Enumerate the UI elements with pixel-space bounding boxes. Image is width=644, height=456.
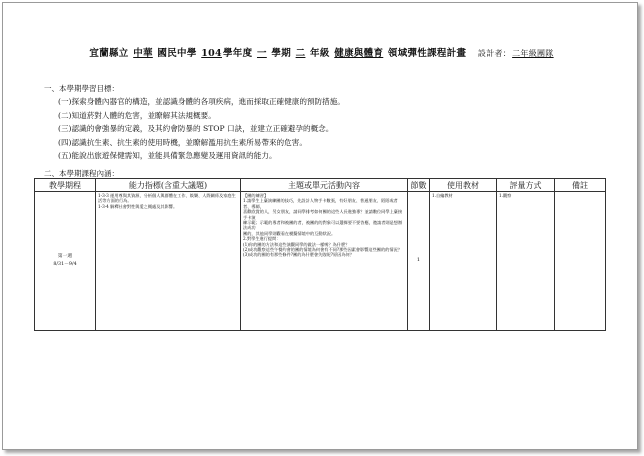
activity-line: 2.對學生進行提問： — [243, 236, 281, 242]
designer — [478, 49, 555, 58]
week-cell — [35, 192, 96, 331]
header-notes: 備註 — [555, 179, 606, 192]
indicator-item: 1-3-3 運用尊與其資源，分析個人與群體在工作、娛樂、人際關係及家庭生活等方面的行為。 — [98, 193, 236, 204]
title-county: 宜蘭縣立 — [89, 48, 129, 59]
activities-cell — [241, 192, 408, 331]
assessment-cell: 1.觀察 — [497, 192, 555, 331]
notes-cell — [555, 192, 606, 331]
week-label: 第一週 — [57, 254, 73, 259]
designer-name: 二年級團隊 — [512, 49, 554, 58]
goal-item: (二)知道菸對人體的危害，並瞭解其法規概要。 — [58, 110, 216, 120]
title-year: 104 — [201, 48, 222, 59]
title-semester-suffix: 學期 — [271, 48, 292, 59]
title-school-type: 國民中學 — [157, 48, 197, 59]
table-header-row — [35, 179, 606, 192]
goals-list — [58, 95, 345, 163]
goal-item: (三)認識的會強暴的定義，及其約會防暴的 STOP 口訣，並建立正確避孕的概念。 — [58, 124, 334, 133]
activity-line: (3)成功的團的有那些條件?團的為什麼會失敗呢?原因為何？ — [243, 252, 354, 258]
header-indicators: 能力指標(含重大議題) — [96, 179, 241, 192]
section2-heading: 二、本學期課程內涵： — [44, 169, 119, 178]
section1-heading: 一、本學期學習目標： — [44, 84, 119, 93]
header-materials: 使用教材 — [430, 179, 497, 192]
header-sessions: 節數 — [408, 179, 430, 192]
title-school-name: 中華 — [133, 48, 153, 59]
table-row — [35, 192, 606, 331]
designer-label: 設計者： — [477, 49, 512, 58]
sessions-cell: 1 — [408, 192, 430, 331]
activity-line: 【團的練習】 — [243, 193, 269, 198]
title-semester: 一 — [256, 48, 267, 59]
header-assessment: 評量方式 — [497, 179, 555, 192]
indicator-item: 1-3-4 解釋社會對性與愛之概處及其影響。 — [98, 203, 178, 209]
goal-item: (一)探索身體內器官的構造，並認識身體的各項疾病，進而採取正確健康的預防措施。 — [58, 97, 345, 106]
activity-line: 1.請學生上臺演練團的技巧，先設計人物手卡數張，有好朋友、普通朋友、陌陌或者者、導師， — [243, 198, 398, 209]
activity-line: (2)成功觀察這些午餐約會的團的情境為何會有不同?那些因素會影響這些團的的情況？ — [243, 247, 402, 253]
title-grade-suffix: 年級 — [310, 48, 330, 59]
title-domain: 健康與體育 — [334, 48, 384, 59]
materials-cell: 1.自編教材 — [430, 192, 497, 331]
activity-line: 喜歡欣賞的人，另女朋友，請同學排考如何團的這些人長進強專？並請數位同學上臺接手卡演 — [243, 209, 403, 220]
page-title — [0, 45, 644, 59]
activity-line: 練示範；示範的專者和被團的者，被團的的對象可以選擇要不要答應，邀請者則是想辦法成功 — [243, 220, 403, 231]
week-dates: 8/31－9/4 — [53, 262, 77, 267]
title-plan-name: 領域彈性課程計畫 — [387, 48, 467, 59]
title-year-suffix: 學年度 — [222, 48, 253, 59]
header-schedule: 教學期程 — [35, 179, 96, 192]
goal-item: (五)能說出旅遊保健需知，並能具備緊急應變及運用資訊的能力。 — [58, 151, 277, 160]
activity-line: (1)你的團的方法和這些演觀同學的做法一樣嗎？為什麼？ — [243, 241, 350, 247]
activity-line: 團的，其他同學則觀看在模擬情境中的互動狀況。 — [243, 230, 336, 236]
course-table — [34, 178, 606, 331]
indicators-cell — [96, 192, 241, 331]
goal-item: (四)認識抗生素、抗生素的使用時機，並瞭解濫用抗生素所易帶來的危害。 — [58, 137, 307, 147]
title-grade: 二 — [295, 48, 306, 59]
header-activities: 主題或單元活動內容 — [241, 179, 408, 192]
